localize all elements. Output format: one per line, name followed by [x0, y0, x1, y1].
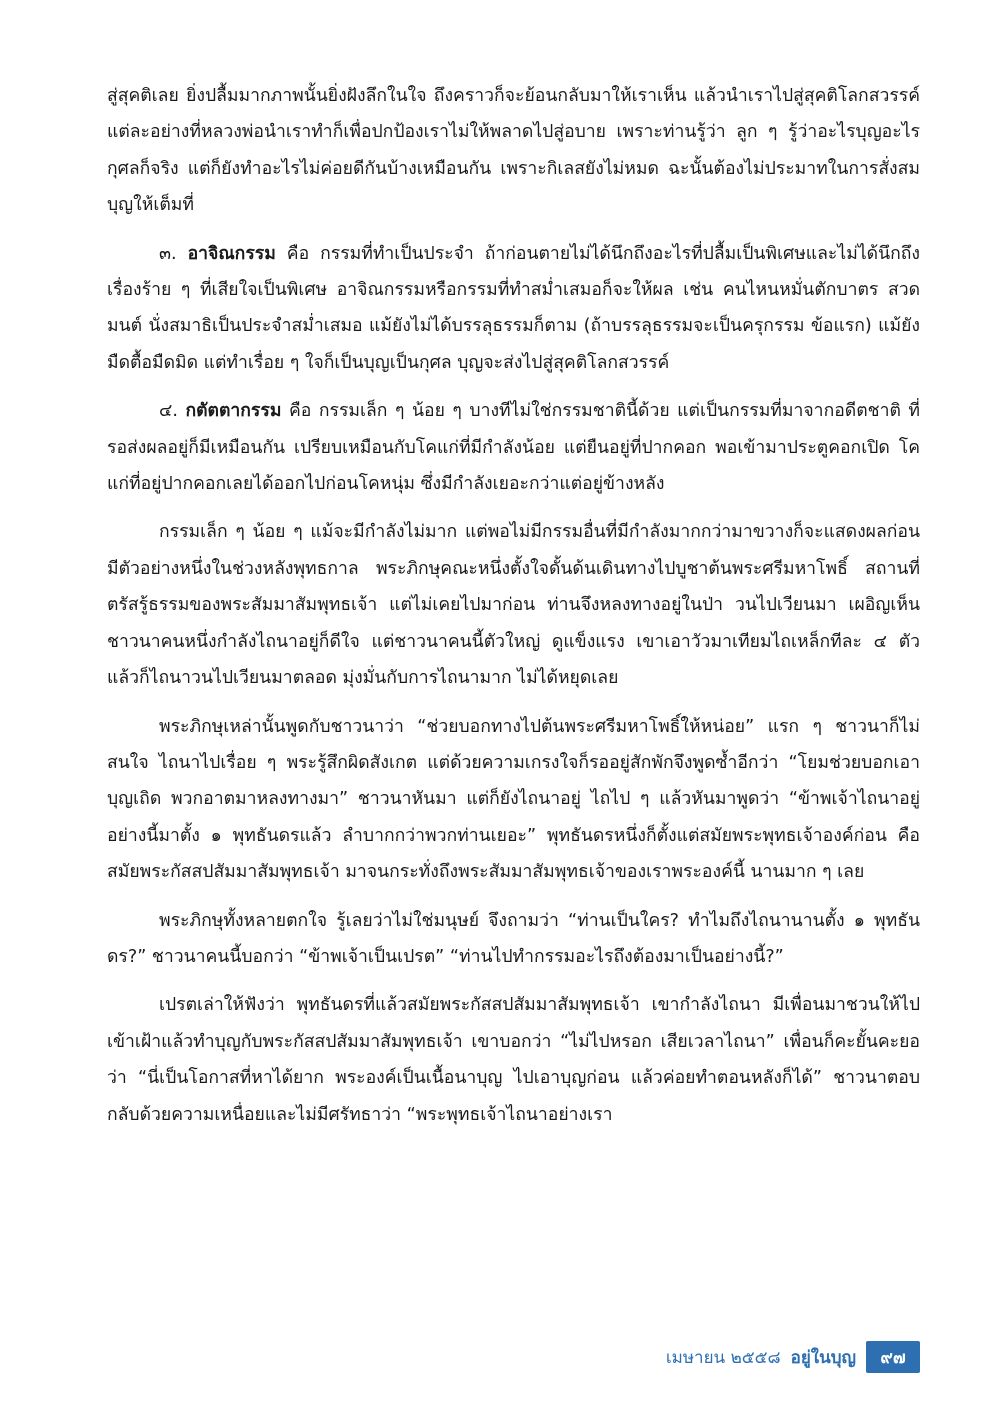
- paragraph-6: [107, 903, 920, 976]
- paragraph-text: คือ กรรมที่ทำเป็นประจำ ถ้าก่อนตายไม่ได้นึกถึงอะไรที่ปลื้มเป็นพิเศษและไม่ได้นึกถึงเรื่องร้าย ๆ ที่เสียใจเป็นพิเศษ อาจิณกรรมหรือกรรมที่ทำสม่ำเสมอก็จะให้ผล เช่น คนไหนหมั่นตักบาตร สวดมนต์ นั่งสมาธิเป็นประจำสม่ำเสมอ แม้ยังไม่ได้บรรลุธรรมก็ตาม (ถ้าบรรลุธรรมจะเป็นครุกรรม ข้อแรก) แม้ยังมืดตื้อมืดมิด แต่ทำเรื่อย ๆ ใจก็เป็นบุญเป็นกุศล บุญจะส่งไปสู่สุคติโลกสวรรค์: [107, 243, 921, 373]
- footer-issue-date: เมษายน ๒๕๕๘: [665, 1347, 781, 1368]
- term-heading: กตัตตากรรม: [185, 401, 282, 422]
- paragraph-text: กรรมเล็ก ๆ น้อย ๆ แม้จะมีกำลังไม่มาก แต่พอไม่มีกรรมอื่นที่มีกำลังมากกว่ามาขวางก็จะแสดงผลก่อน มีตัวอย่างหนึ่งในช่วงหลังพุทธกาล พระภิกษุคณะหนึ่งตั้งใจดั้นด้นเดินทางไปบูชาต้นพระศรีมหาโพธิ์ สถานที่ตรัสรู้ธรรมของพระสัมมาสัมพุทธเจ้า แต่ไม่เคยไปมาก่อน ท่านจึงหลงทางอยู่ในป่า วนไปเวียนมา เผอิญเห็นชาวนาคนหนึ่งกำลังไถนาอยู่ก็ดีใจ แต่ชาวนาคนนี้ตัวใหญ่ ดูแข็งแรง เขาเอาวัวมาเทียมไถเหล็กทีละ ๔ ตัว แล้วก็ไถนาวนไปเวียนมาตลอด มุ่งมั่นกับการไถนามาก ไม่ได้หยุดเลย: [107, 522, 920, 689]
- page-footer: [666, 1340, 920, 1374]
- paragraph-text: คือ กรรมเล็ก ๆ น้อย ๆ บางทีไม่ใช่กรรมชาตินี้ด้วย แต่เป็นกรรมที่มาจากอดีตชาติ ที่รอส่งผลอยู่ก็มีเหมือนกัน เปรียบเหมือนกับโคแก่ที่มีกำลังน้อย แต่ยืนอยู่ที่ปากคอก พอเข้ามาประตูคอกเปิด โคแก่ที่อยู่ปากคอกเลยได้ออกไปก่อนโคหนุ่ม ซึ่งมีกำลังเยอะกว่าแต่อยู่ข้างหลัง: [107, 401, 921, 495]
- paragraph-katatta-kamma: [107, 393, 920, 502]
- paragraph-text: พระภิกษุเหล่านั้นพูดกับชาวนาว่า “ช่วยบอกทางไปต้นพระศรีมหาโพธิ์ให้หน่อย” แรก ๆ ชาวนาก็ไม่สนใจ ไถนาไปเรื่อย ๆ พระรู้สึกผิดสังเกต แต่ด้วยความเกรงใจก็รออยู่สักพักจึงพูดซ้ำอีกว่า “โยมช่วยบอกเอาบุญเถิด พวกอาตมาหลงทางมา” ชาวนาหันมา แต่ก็ยังไถนาอยู่ ไถไป ๆ แล้วหันมาพูดว่า “ข้าพเจ้าไถนาอยู่อย่างนี้มาตั้ง ๑ พุทธันดรแล้ว ลำบากกว่าพวกท่านเยอะ” พุทธันดรหนึ่งก็ตั้งแต่สมัยพระพุทธเจ้าองค์ก่อน คือ สมัยพระกัสสปสัมมาสัมพุทธเจ้า มาจนกระทั่งถึงพระสัมมาสัมพุทธเจ้าของเราพระองค์นี้ นานมาก ๆ เลย: [107, 716, 920, 883]
- term-heading: อาจิณกรรม: [187, 243, 276, 264]
- item-number: ๓.: [159, 243, 177, 264]
- paragraph-1: [107, 78, 920, 224]
- paragraph-text: เปรตเล่าให้ฟังว่า พุทธันดรที่แล้วสมัยพระกัสสปสัมมาสัมพุทธเจ้า เขากำลังไถนา มีเพื่อนมาชวนให้ไปเข้าเฝ้าแล้วทำบุญกับพระกัสสปสัมมาสัมพุทธเจ้า เขาบอกว่า “ไม่ไปหรอก เสียเวลาไถนา” เพื่อนก็คะยั้นคะยอว่า “นี่เป็นโอกาสที่หาได้ยาก พระองค์เป็นเนื้อนาบุญ ไปเอาบุญก่อน แล้วค่อยทำตอนหลังก็ได้” ชาวนาตอบกลับด้วยความเหนื่อยและไม่มีศรัทธาว่า “พระพุทธเจ้าไถนาอย่างเรา: [107, 995, 920, 1125]
- paragraph-7: [107, 987, 920, 1133]
- page-number-badge: ๙๗: [866, 1341, 920, 1373]
- page-body: [107, 78, 920, 1145]
- paragraph-text: พระภิกษุทั้งหลายตกใจ รู้เลยว่าไม่ใช่มนุษย์ จึงถามว่า “ท่านเป็นใคร? ทำไมถึงไถนานานตั้ง ๑ พุทธันดร?” ชาวนาคนนี้บอกว่า “ข้าพเจ้าเป็นเปรต” “ท่านไปทำกรรมอะไรถึงต้องมาเป็นอย่างนี้?”: [107, 910, 920, 967]
- paragraph-acinna-kamma: [107, 236, 920, 382]
- footer-magazine-title: อยู่ในบุญ: [790, 1347, 856, 1368]
- paragraph-4: [107, 514, 920, 696]
- paragraph-5: [107, 709, 920, 891]
- paragraph-text: สู่สุคติเลย ยิ่งปลื้มมากภาพนั้นยิ่งฝังลึกในใจ ถึงคราวก็จะย้อนกลับมาให้เราเห็น แล้วนำเราไปสู่สุคติโลกสวรรค์ แต่ละอย่างที่หลวงพ่อนำเราทำก็เพื่อปกป้องเราไม่ให้พลาดไปสู่อบาย เพราะท่านรู้ว่า ลูก ๆ รู้ว่าอะไรบุญอะไรกุศลก็จริง แต่ก็ยังทำอะไรไม่ค่อยดีกันบ้างเหมือนกัน เพราะกิเลสยังไม่หมด ฉะนั้นต้องไม่ประมาทในการสั่งสมบุญให้เต็มที่: [107, 86, 920, 216]
- item-number: ๔.: [159, 401, 178, 422]
